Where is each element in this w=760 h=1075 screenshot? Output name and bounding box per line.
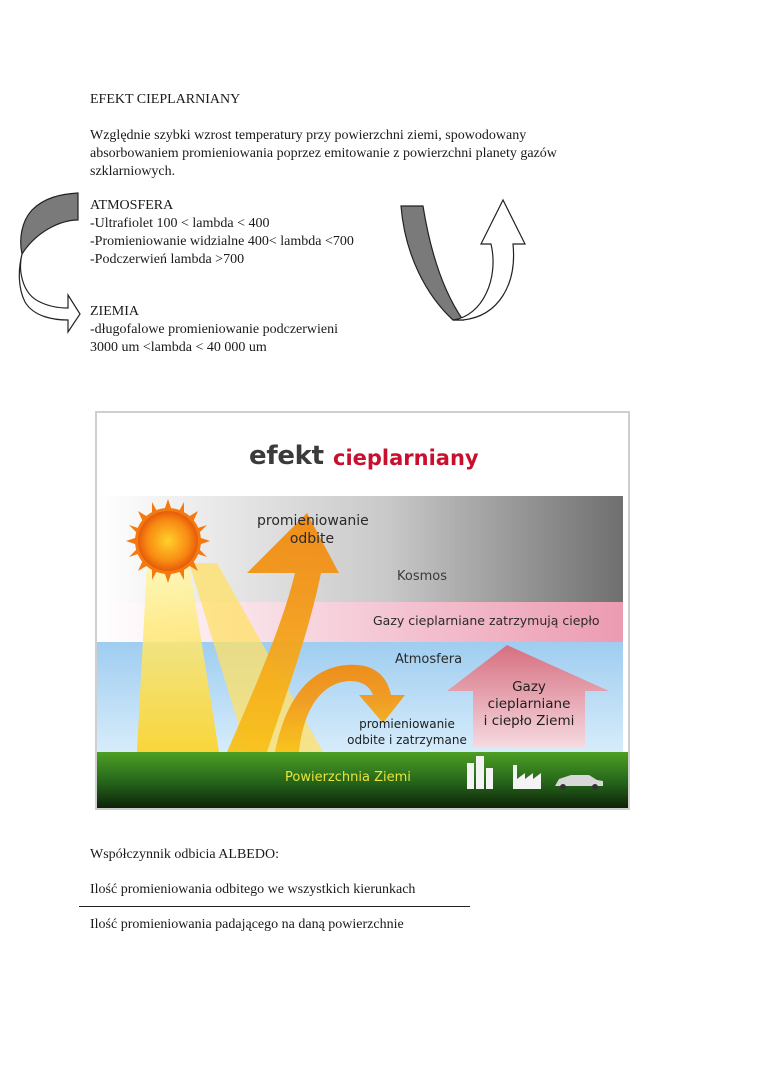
trapped-radiation-label: [337, 716, 477, 748]
earth-item-range: 3000 um <lambda < 40 000 um: [90, 340, 267, 355]
trapped-label-line-2: odbite i zatrzymane: [347, 733, 467, 747]
figure-title-cieplarniany: cieplarniany: [333, 446, 479, 470]
fraction-line: [79, 906, 470, 907]
space-label: Kosmos: [397, 569, 447, 584]
reflected-radiation-label: [257, 512, 367, 548]
ghg-arrow-line-3: i ciepło Ziemi: [483, 713, 575, 729]
earth-title: ZIEMIA: [90, 304, 139, 319]
sun-icon: [126, 499, 210, 583]
ghg-arrow-label: [473, 679, 585, 730]
trapped-label-line-1: promieniowanie: [359, 717, 455, 731]
atmosphere-label: Atmosfera: [395, 652, 463, 667]
intro-line-1: Względnie szybki wzrost temperatury przy powierzchni ziemi, spowodowany: [90, 128, 527, 143]
page-heading: EFEKT CIEPLARNIANY: [90, 92, 241, 107]
atmosphere-item-infrared: -Podczerwień lambda >700: [90, 252, 245, 267]
intro-line-2: absorbowaniem promieniowania poprzez emitowanie z powierzchni planety gazów: [90, 146, 557, 161]
curved-arrow-left-icon: [14, 190, 84, 335]
albedo-denominator: Ilość promieniowania padającego na daną powierzchnie: [90, 917, 404, 932]
atmosphere-title: ATMOSFERA: [90, 198, 174, 213]
figure-illustration: [97, 413, 628, 808]
reflected-label-line-2: odbite: [289, 531, 335, 547]
albedo-numerator: Ilość promieniowania odbitego we wszystkich kierunkach: [90, 882, 416, 897]
u-turn-arrow-right-icon: [395, 198, 530, 324]
atmosphere-item-uv: -Ultrafiolet 100 < lambda < 400: [90, 216, 270, 231]
greenhouse-effect-figure: [95, 411, 630, 810]
intro-line-3: szklarniowych.: [90, 164, 176, 179]
ghg-arrow-line-1: Gazy: [512, 679, 546, 695]
ghg-arrow-line-2: cieplarniane: [487, 696, 571, 712]
ghg-band-label: Gazy cieplarniane zatrzymują ciepło: [373, 613, 600, 628]
albedo-title: Współczynnik odbicia ALBEDO:: [90, 847, 279, 862]
figure-title-efekt: efekt: [249, 441, 324, 471]
surface-label: Powierzchnia Ziemi: [285, 770, 411, 785]
reflected-label-line-1: promieniowanie: [257, 513, 369, 529]
earth-item-longwave: -długofalowe promieniowanie podczerwieni: [90, 322, 339, 337]
atmosphere-item-visible: -Promieniowanie widzialne 400< lambda <700: [90, 234, 354, 249]
